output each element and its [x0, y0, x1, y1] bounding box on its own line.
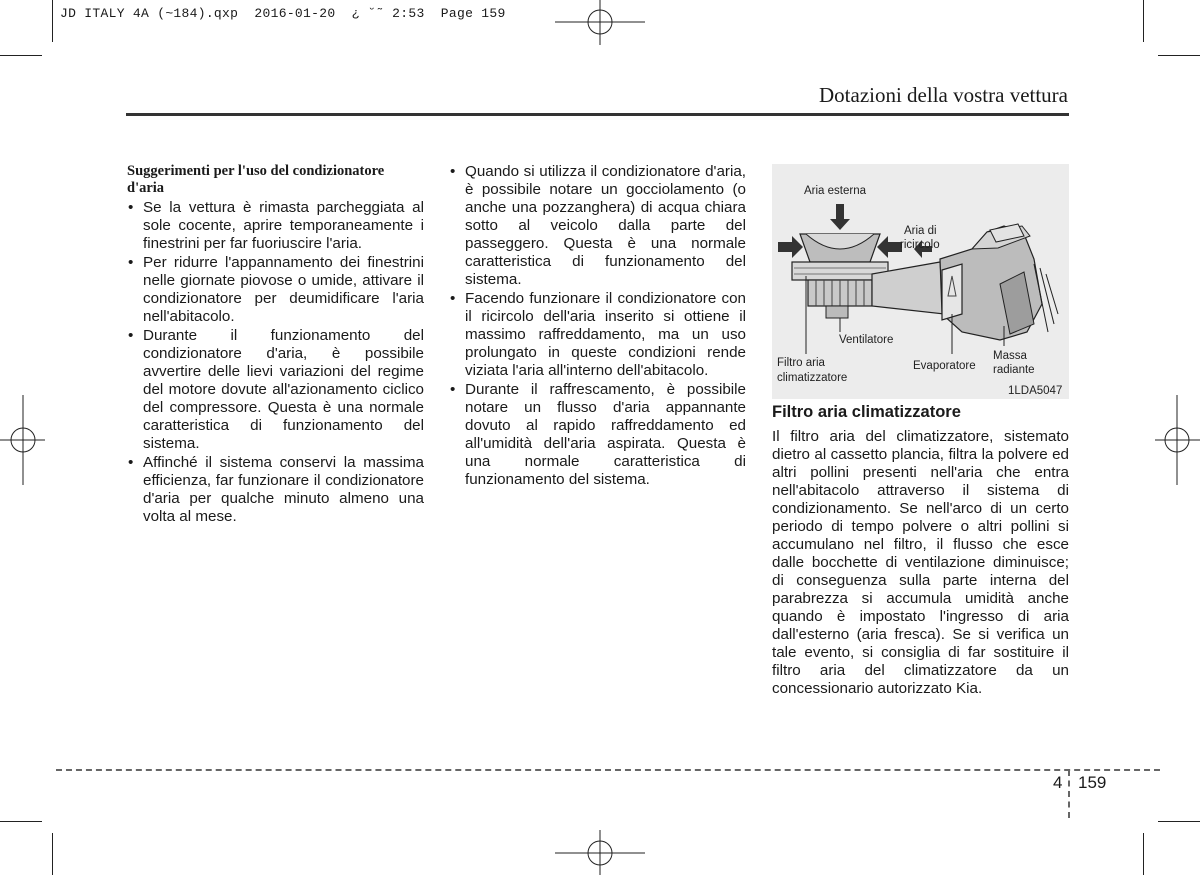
list-item: • Affinché il sistema conservi la massima efficienza, far funzionare il condizionatore d'aria per qualche minuto almeno una volta al mese. [127, 454, 424, 526]
label-fan: Ventilatore [839, 334, 894, 346]
climate-filter-diagram [772, 164, 1069, 399]
registration-mark-left [0, 395, 45, 485]
list-item: • Durante il raffrescamento, è possibile notare un flusso d'aria appannante dovuto al rapido raffreddamento ed all'umidità dell'aria aspirata. Questa è una normale caratteristica di funzionamento del sistema. [449, 381, 746, 489]
registration-mark-right [1155, 395, 1200, 485]
list-item: • Quando si utilizza il condizionatore d'aria, è possibile notare un gocciolamento (o anche una pozzanghera) di acqua chiara sotto al veicolo dalla parte del passeggero. Questa è una normale caratteristica di funzionamento del sistema. [449, 163, 746, 289]
list-item: • Se la vettura è rimasta parcheggiata al sole cocente, aprire temporaneamente i finestrini per far fuoriuscire l'aria. [127, 199, 424, 253]
page-number: 159 [1078, 773, 1107, 792]
label-radiator-line2: radiante [993, 364, 1035, 376]
label-radiator-line1: Massa [993, 350, 1027, 362]
tips-heading: Suggerimenti per l'uso del condizionatore d'aria [127, 163, 385, 196]
header-rule [126, 113, 1069, 116]
print-slug: JD ITALY 4A (~184).qxp 2016-01-20 ¿ ˘˜ 2:53 Page 159 [60, 6, 506, 21]
footer-rule [56, 769, 1160, 771]
label-filter-line2: climatizzatore [777, 372, 848, 384]
filter-heading: Filtro aria climatizzatore [772, 403, 961, 421]
label-recirc-air-line1: Aria di [904, 225, 937, 237]
chapter-number: 4 [1053, 773, 1063, 792]
filter-section [772, 403, 1069, 698]
tips-column [127, 163, 424, 527]
notes-list [449, 163, 746, 489]
registration-mark-top [555, 0, 645, 45]
footer-divider [1068, 770, 1070, 818]
label-outside-air: Aria esterna [804, 185, 867, 197]
figure-code: 1LDA5047 [1008, 385, 1063, 397]
list-item: • Facendo funzionare il condizionatore con il ricircolo dell'aria inserito si ottiene il massimo raffreddamento, ma un uso prolungato in queste condizioni rende viziata l'aria all'interno dell'abitacolo. [449, 290, 746, 380]
tips-list [127, 199, 424, 526]
list-item: • Durante il funzionamento del condizionatore d'aria, è possibile avvertire delle lievi variazioni del regime del motore dovute all'azionamento ciclico del compressore. Questa è una normale caratteristica di funzionamento del sistema. [127, 327, 424, 453]
label-recirc-air-line2: ricircolo [900, 239, 940, 251]
filter-body: Il filtro aria del climatizzatore, sistemato dietro al cassetto plancia, filtra la polvere ed altri pollini presenti nell'aria che entra nell'abitacolo attraverso il sistema di condizionamento. Se nell'arco di un certo periodo di tempo polvere o altri pollini si accumulano nel filtro, il flusso che esce dalle bocchette di ventilazione diminuisce; di conseguenza sulla parte interna del parabrezza si accumula umidità anche quando è impostato l'ingresso di aria dall'esterno (aria fresca). Se si verifica un tale evento, si consiglia di far sostituire il filtro aria del climatizzatore da un concessionario autorizzato Kia. [772, 428, 1069, 697]
section-title: Dotazioni della vostra vettura [819, 83, 1068, 107]
label-evaporator: Evaporatore [913, 360, 976, 372]
list-item: • Per ridurre l'appannamento dei finestrini nelle giornate piovose o umide, attivare il condizionatore per deumidificare l'aria nell'abitacolo. [127, 254, 424, 326]
registration-mark-bottom [555, 830, 645, 875]
notes-column [449, 163, 746, 490]
label-filter-line1: Filtro aria [777, 357, 825, 369]
